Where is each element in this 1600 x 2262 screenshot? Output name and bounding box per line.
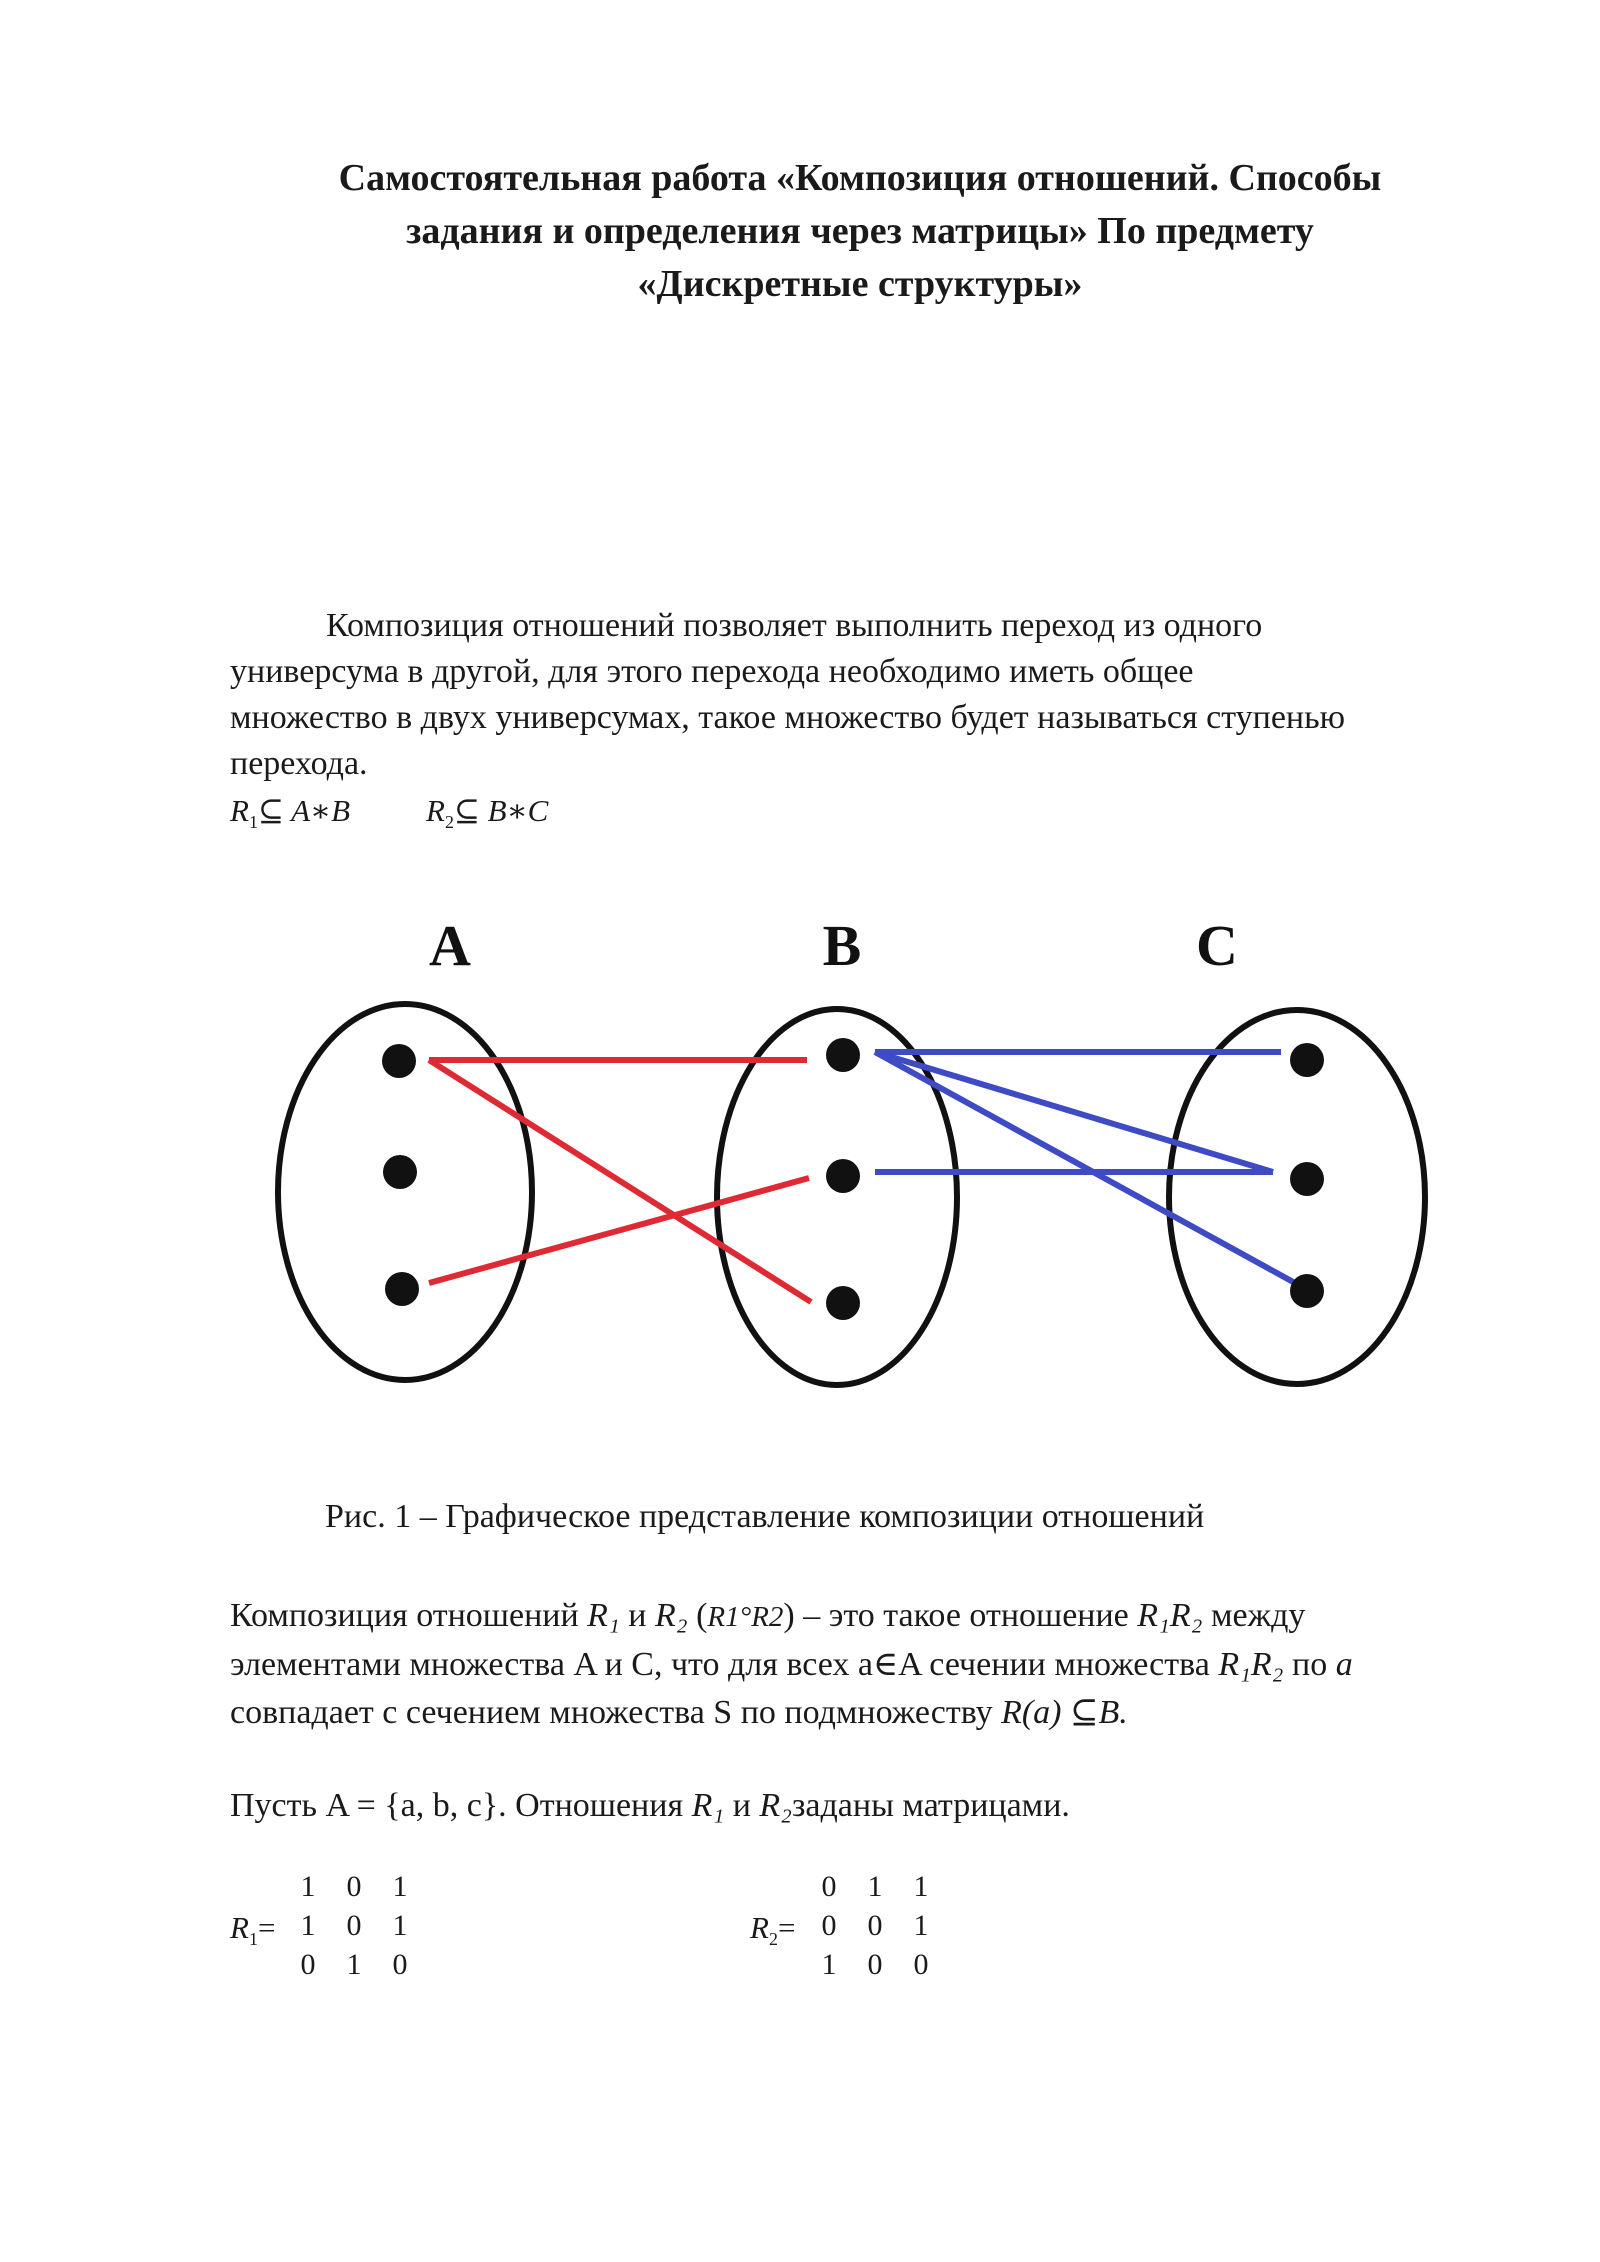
formula-r2-base: R: [426, 793, 445, 828]
def-r1r2: R₁R₂: [1137, 1597, 1203, 1634]
matrix-r1-label: [230, 1910, 275, 1950]
relation-r1-edges: [429, 1060, 811, 1302]
matrix-r1-label-eq: =: [257, 1910, 276, 1945]
def-text: совпадает с сечением множества S по подмножеству: [230, 1694, 1002, 1731]
formula-r2-rest: ⊆ B∗C: [453, 793, 549, 828]
matrix-row: [285, 1870, 423, 1909]
matrix-row: [806, 1870, 944, 1909]
definition-line-1: [230, 1592, 1500, 1641]
let-r1: R₁: [691, 1787, 725, 1824]
matrix-cell: 1: [913, 1909, 929, 1942]
node-a3: [385, 1272, 419, 1306]
matrix-cell: 0: [821, 1870, 837, 1903]
set-label-b: B: [822, 913, 862, 978]
matrix-cell: 1: [867, 1870, 883, 1903]
matrix-r2-label: [750, 1910, 795, 1950]
matrix-cell: 1: [913, 1870, 929, 1903]
def-text: и: [619, 1597, 655, 1634]
matrix-cell: 0: [867, 1909, 883, 1942]
def-text: ) – это такое отношение: [783, 1597, 1138, 1634]
def-text: элементами множества A и C, что для всех a∈A сечении множества: [230, 1646, 1219, 1683]
matrix-r2-label-base: R: [750, 1910, 769, 1945]
matrix-cell: 0: [392, 1948, 408, 1981]
matrix-cell: 0: [867, 1948, 883, 1981]
relation-composition-diagram: [255, 900, 1455, 1420]
matrix-cell: 1: [392, 1870, 408, 1903]
node-b3: [826, 1286, 860, 1320]
intro-line-4: перехода.: [230, 745, 368, 782]
definition-line-2: [230, 1641, 1500, 1689]
matrix-r2: [806, 1870, 944, 1987]
def-text: по: [1283, 1646, 1336, 1683]
matrix-cell: 1: [300, 1870, 316, 1903]
title-line-3: «Дискретные структуры»: [637, 263, 1083, 305]
let-line: [230, 1783, 1500, 1829]
def-var-a: a: [1335, 1646, 1353, 1683]
matrix-cell: 1: [300, 1909, 316, 1942]
intro-line-3: множество в двух универсумах, такое множество будет называться ступенью: [230, 699, 1346, 736]
let-sentence: [230, 1783, 1500, 1829]
node-c3: [1290, 1274, 1324, 1308]
title-line-1: Самостоятельная работа «Композиция отношений. Способы: [338, 157, 1382, 199]
let-r2: R₂: [759, 1787, 792, 1824]
def-r1: R₁: [587, 1597, 620, 1634]
definition-line-3: [230, 1689, 1500, 1737]
def-composition: R1°R2: [707, 1601, 784, 1633]
let-text: Пусть A = {a, b, c}. Отношения: [230, 1787, 692, 1824]
intro-line-2: универсума в другой, для этого перехода необходимо иметь общее: [230, 653, 1194, 690]
matrix-cell: 1: [346, 1948, 362, 1981]
node-a2: [383, 1155, 417, 1189]
formula-r1-sub: 1: [248, 812, 258, 833]
def-text: (: [687, 1597, 708, 1634]
matrix-cell: 0: [913, 1948, 929, 1981]
definition-paragraph: [230, 1592, 1500, 1737]
set-label-c: C: [1196, 913, 1238, 978]
document-title: [230, 152, 1490, 311]
edge-b1-c3: [875, 1052, 1295, 1283]
relation-r2-edges: [875, 1052, 1295, 1283]
matrix-r1: [285, 1870, 423, 1987]
matrix-cell: 0: [346, 1870, 362, 1903]
matrix-row: [285, 1948, 423, 1987]
formula-r1-base: R: [230, 793, 249, 828]
def-r2: R₂: [654, 1597, 688, 1634]
matrix-r2-label-sub: 2: [768, 1929, 778, 1950]
formula-r1: [230, 793, 350, 833]
matrix-row: [285, 1909, 423, 1948]
matrix-cell: 0: [346, 1909, 362, 1942]
intro-line-1: Композиция отношений позволяет выполнить переход из одного: [326, 607, 1263, 644]
def-text: между: [1202, 1597, 1306, 1634]
let-text: заданы матрицами.: [791, 1787, 1070, 1824]
matrix-cell: 0: [821, 1909, 837, 1942]
let-text: и: [724, 1787, 760, 1824]
def-text: Композиция отношений: [230, 1597, 588, 1634]
edge-b1-c2: [875, 1052, 1273, 1172]
matrix-cell: 0: [300, 1948, 316, 1981]
matrix-r2-label-eq: =: [777, 1910, 796, 1945]
matrix-cell: 1: [821, 1948, 837, 1981]
def-r1r2: R₁R₂: [1218, 1646, 1284, 1683]
formula-r2-sub: 2: [444, 812, 454, 833]
matrix-row: [806, 1909, 944, 1948]
matrix-row: [806, 1948, 944, 1987]
figure-caption: Рис. 1 – Графическое представление композиции отношений: [325, 1498, 1205, 1535]
node-b2: [826, 1159, 860, 1193]
node-b1: [826, 1038, 860, 1072]
formula-r2: [426, 793, 548, 833]
node-a1: [382, 1044, 416, 1078]
matrix-cell: 1: [392, 1909, 408, 1942]
set-label-a: A: [429, 913, 471, 978]
def-r-of-a: R(a) ⊆B.: [1001, 1694, 1128, 1731]
intro-paragraph: [230, 603, 1500, 787]
node-c2: [1290, 1162, 1324, 1196]
title-line-2: задания и определения через матрицы» По предмету: [406, 210, 1314, 252]
formula-r1-rest: ⊆ A∗B: [257, 793, 351, 828]
node-c1: [1290, 1043, 1324, 1077]
matrix-r1-label-base: R: [230, 1910, 249, 1945]
matrix-r1-label-sub: 1: [248, 1929, 258, 1950]
